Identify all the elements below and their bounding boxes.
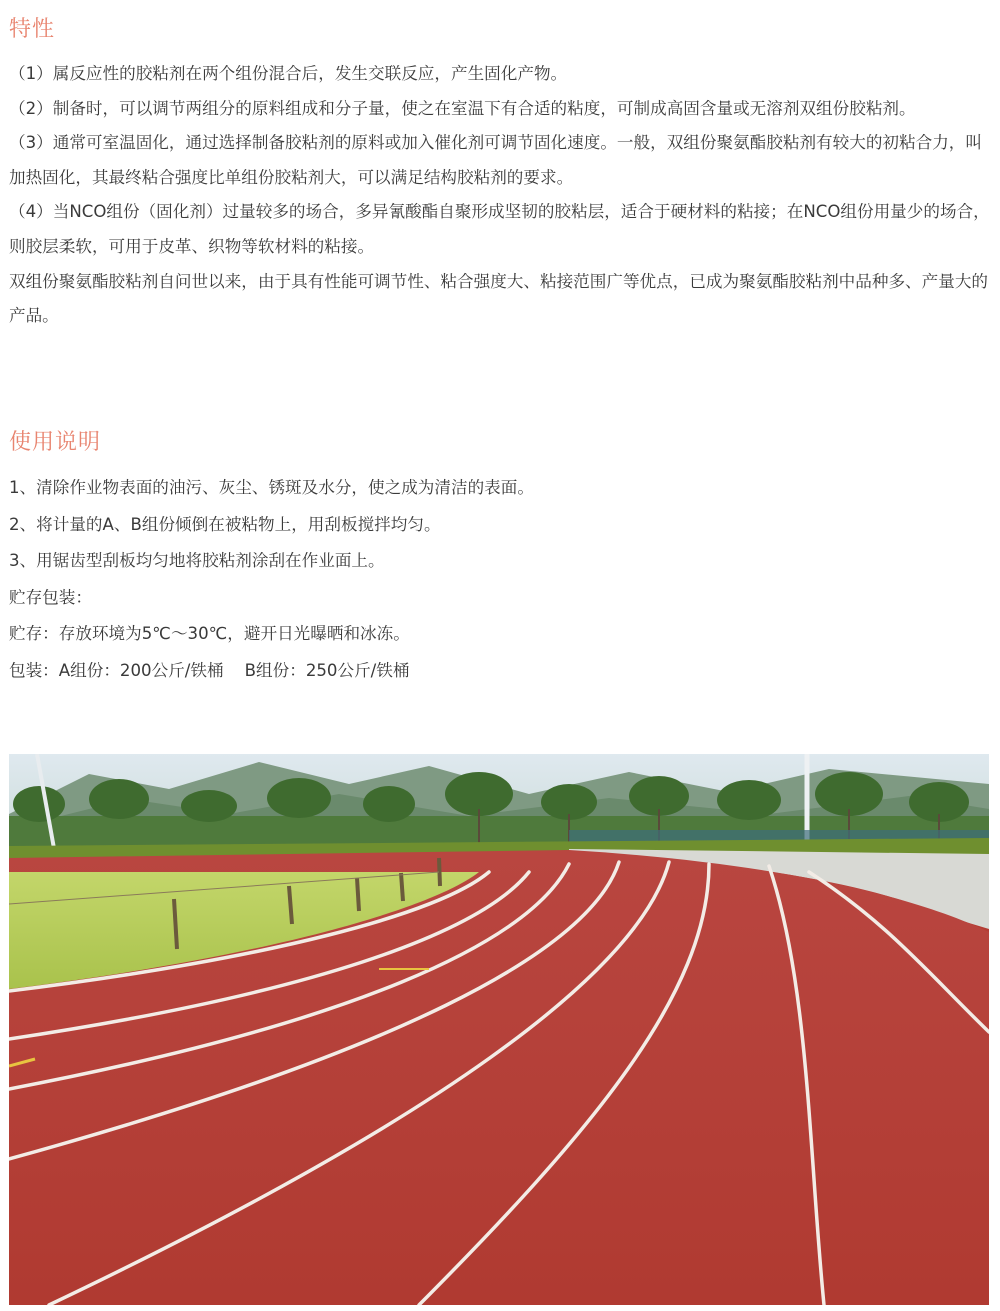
- feature-paragraph-2: （2）制备时，可以调节两组分的原料组成和分子量，使之在室温下有合适的粘度，可制成高固含量或无溶剂双组份胶粘剂。: [9, 98, 916, 118]
- usage-step-1: 1、清除作业物表面的油污、灰尘、锈斑及水分，使之成为清洁的表面。: [9, 478, 534, 497]
- running-track-illustration: [9, 754, 989, 1305]
- feature-paragraph-4: （4）当NCO组份（固化剂）过量较多的场合，多异氰酸酯自聚形成坚韧的胶粘层，适合于硬材料的粘接；在NCO组份用量少的场合，则胶层柔软，可用于皮革、织物等软材料的粘接。: [9, 202, 990, 256]
- packaging-info: 包装：A组份：200公斤/铁桶 B组份：250公斤/铁桶: [9, 660, 410, 680]
- usage-heading: 使用说明: [9, 430, 102, 455]
- features-body: [9, 57, 991, 334]
- feature-summary: 双组份聚氨酯胶粘剂自问世以来，由于具有性能可调节性、粘合强度大、粘接范围广等优点，已成为聚氨酯胶粘剂中品种多、产量大的产品。: [9, 271, 989, 326]
- running-track-photo: [9, 754, 989, 1305]
- usage-step-2: 2、将计量的A、B组份倾倒在被粘物上，用刮板搅拌均匀。: [9, 514, 441, 534]
- usage-step-3: 3、用锯齿型刮板均匀地将胶粘剂涂刮在作业面上。: [9, 551, 385, 571]
- usage-body: [9, 470, 991, 690]
- feature-paragraph-3: （3）通常可室温固化，通过选择制备胶粘剂的原料或加入催化剂可调节固化速度。一般，双组份聚氨酯胶粘剂有较大的初粘合力，叫加热固化，其最终粘合强度比单组份胶粘剂大，可以满足结构胶粘剂的要求。: [9, 133, 982, 187]
- feature-paragraph-1: （1）属反应性的胶粘剂在两个组份混合后，发生交联反应，产生固化产物。: [9, 64, 568, 83]
- storage-packaging-label: 贮存包装：: [9, 587, 92, 607]
- storage-info: 贮存：存放环境为5℃～30℃，避开日光曝晒和冰冻。: [9, 624, 410, 644]
- features-heading: 特性: [9, 17, 56, 42]
